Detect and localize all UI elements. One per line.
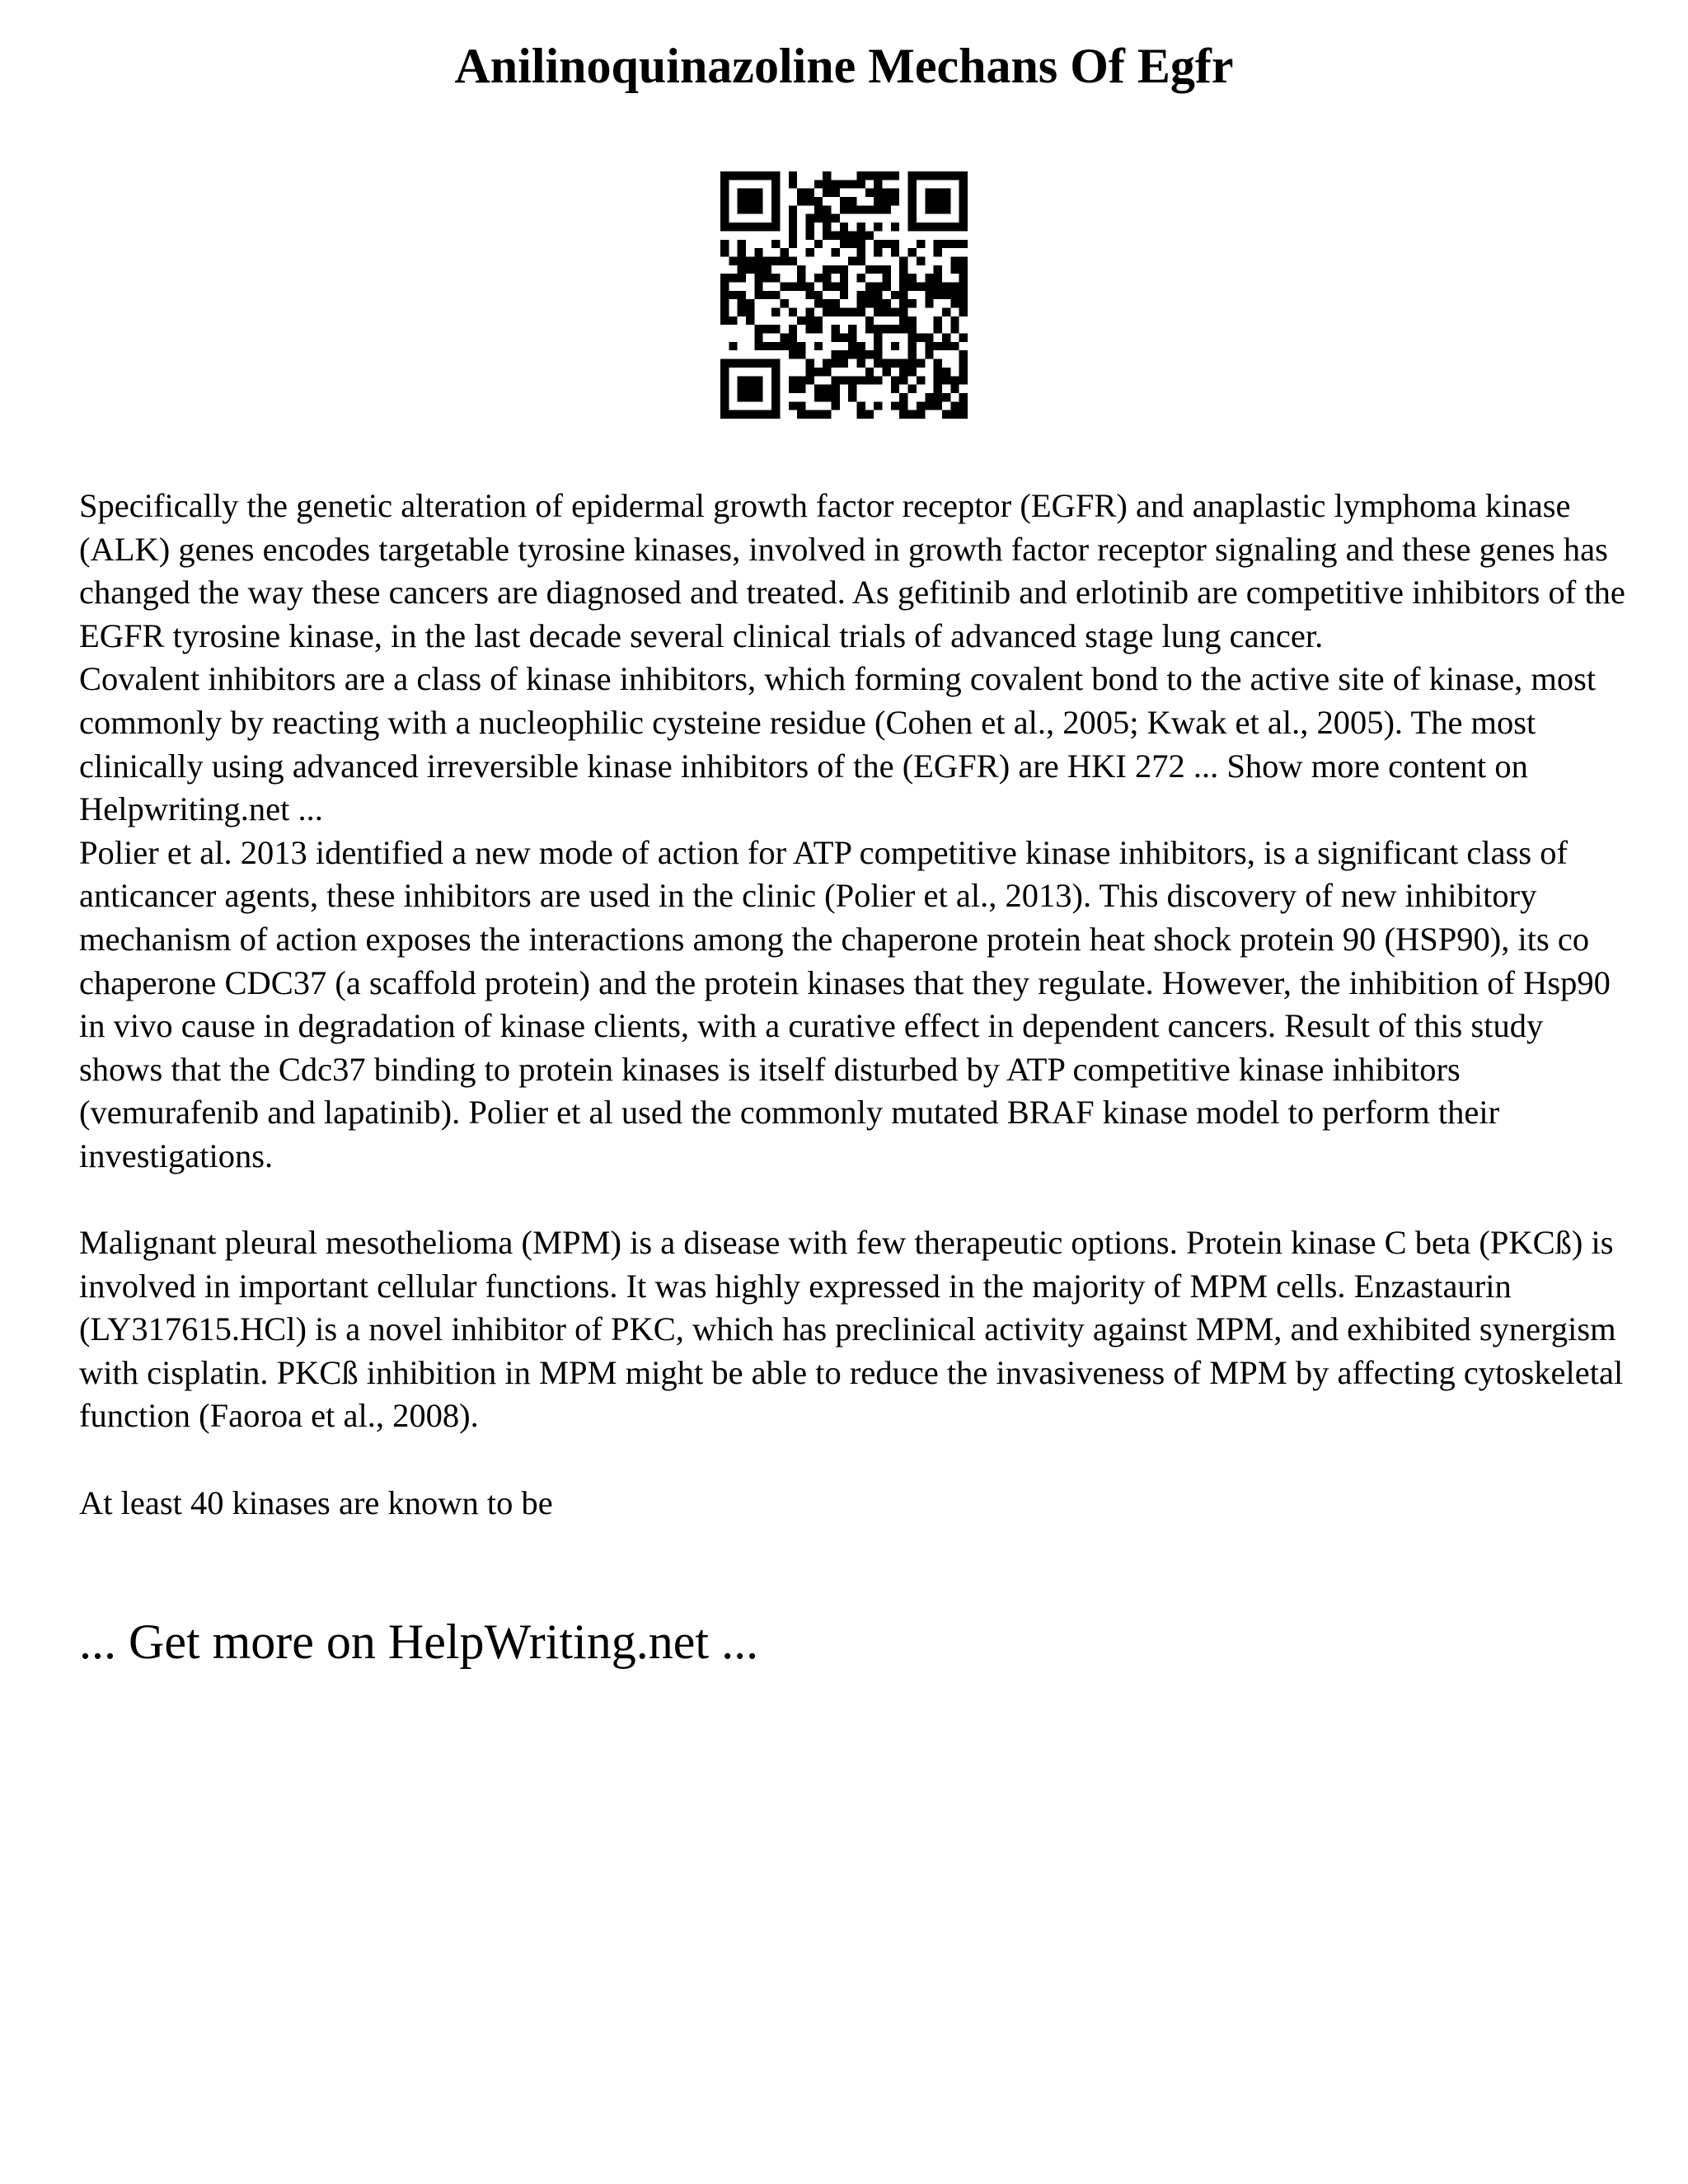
article-body [79, 485, 1629, 1525]
paragraph-4: Malignant pleural mesothelioma (MPM) is a disease with few therapeutic options. Protein kinase C beta (PKCß) is involved in important cellular functions. It was highly expressed in the majority of MPM cells. Enzastaurin (LY317615.HCl) is a novel inhibitor of PKC, which has preclinical activity against MPM, and exhibited synergism with cisplatin. PKCß inhibition in MPM might be able to reduce the invasiveness of MPM by affecting cytoskeletal function (Faoroa et al., 2008). [79, 1224, 1624, 1435]
get-more-link[interactable]: ... Get more on HelpWriting.net ... [79, 1615, 759, 1669]
paragraph-1: Specifically the genetic alteration of epidermal growth factor receptor (EGFR) and anaplastic lymphoma kinase (ALK) genes encodes targetable tyrosine kinases, involved in growth factor receptor signaling and these genes has changed the way these cancers are diagnosed and treated. As gefitinib and erlotinib are competitive inhibitors of the EGFR tyrosine kinase, in the last decade several clinical trials of advanced stage lung cancer. [79, 487, 1625, 654]
paragraph-2: Covalent inhibitors are a class of kinase inhibitors, which forming covalent bond to the active site of kinase, most commonly by reacting with a nucleophilic cysteine residue (Cohen et al., 2005; Kwak et al., 2005). The most clinically using advanced irreversible kinase inhibitors of the (EGFR) are HKI 272 ... Show more content on Helpwriting.net ... [79, 660, 1597, 828]
paragraph-gap [79, 1438, 1629, 1482]
qr-code-icon [720, 171, 968, 419]
paragraph-5: At least 40 kinases are known to be [79, 1483, 553, 1521]
paragraph-gap [79, 1179, 1629, 1222]
paragraph-3: Polier et al. 2013 identified a new mode of action for ATP competitive kinase inhibitors, is a significant class of anticancer agents, these inhibitors are used in the clinic (Polier et al., 2013). This discovery of new inhibitory mechanism of action exposes the interactions among the chaperone protein heat shock protein 90 (HSP90), its co chaperone CDC37 (a scaffold protein) and the protein kinases that they regulate. However, the inhibition of Hsp90 in vivo cause in degradation of kinase clients, with a curative effect in dependent cancers. Result of this study shows that the Cdc37 binding to protein kinases is itself disturbed by ATP competitive kinase inhibitors (vemurafenib and lapatinib). Polier et al used the commonly mutated BRAF kinase model to perform their investigations. [79, 833, 1611, 1174]
document-title: Anilinoquinazoline Mechans Of Egfr [454, 39, 1234, 93]
